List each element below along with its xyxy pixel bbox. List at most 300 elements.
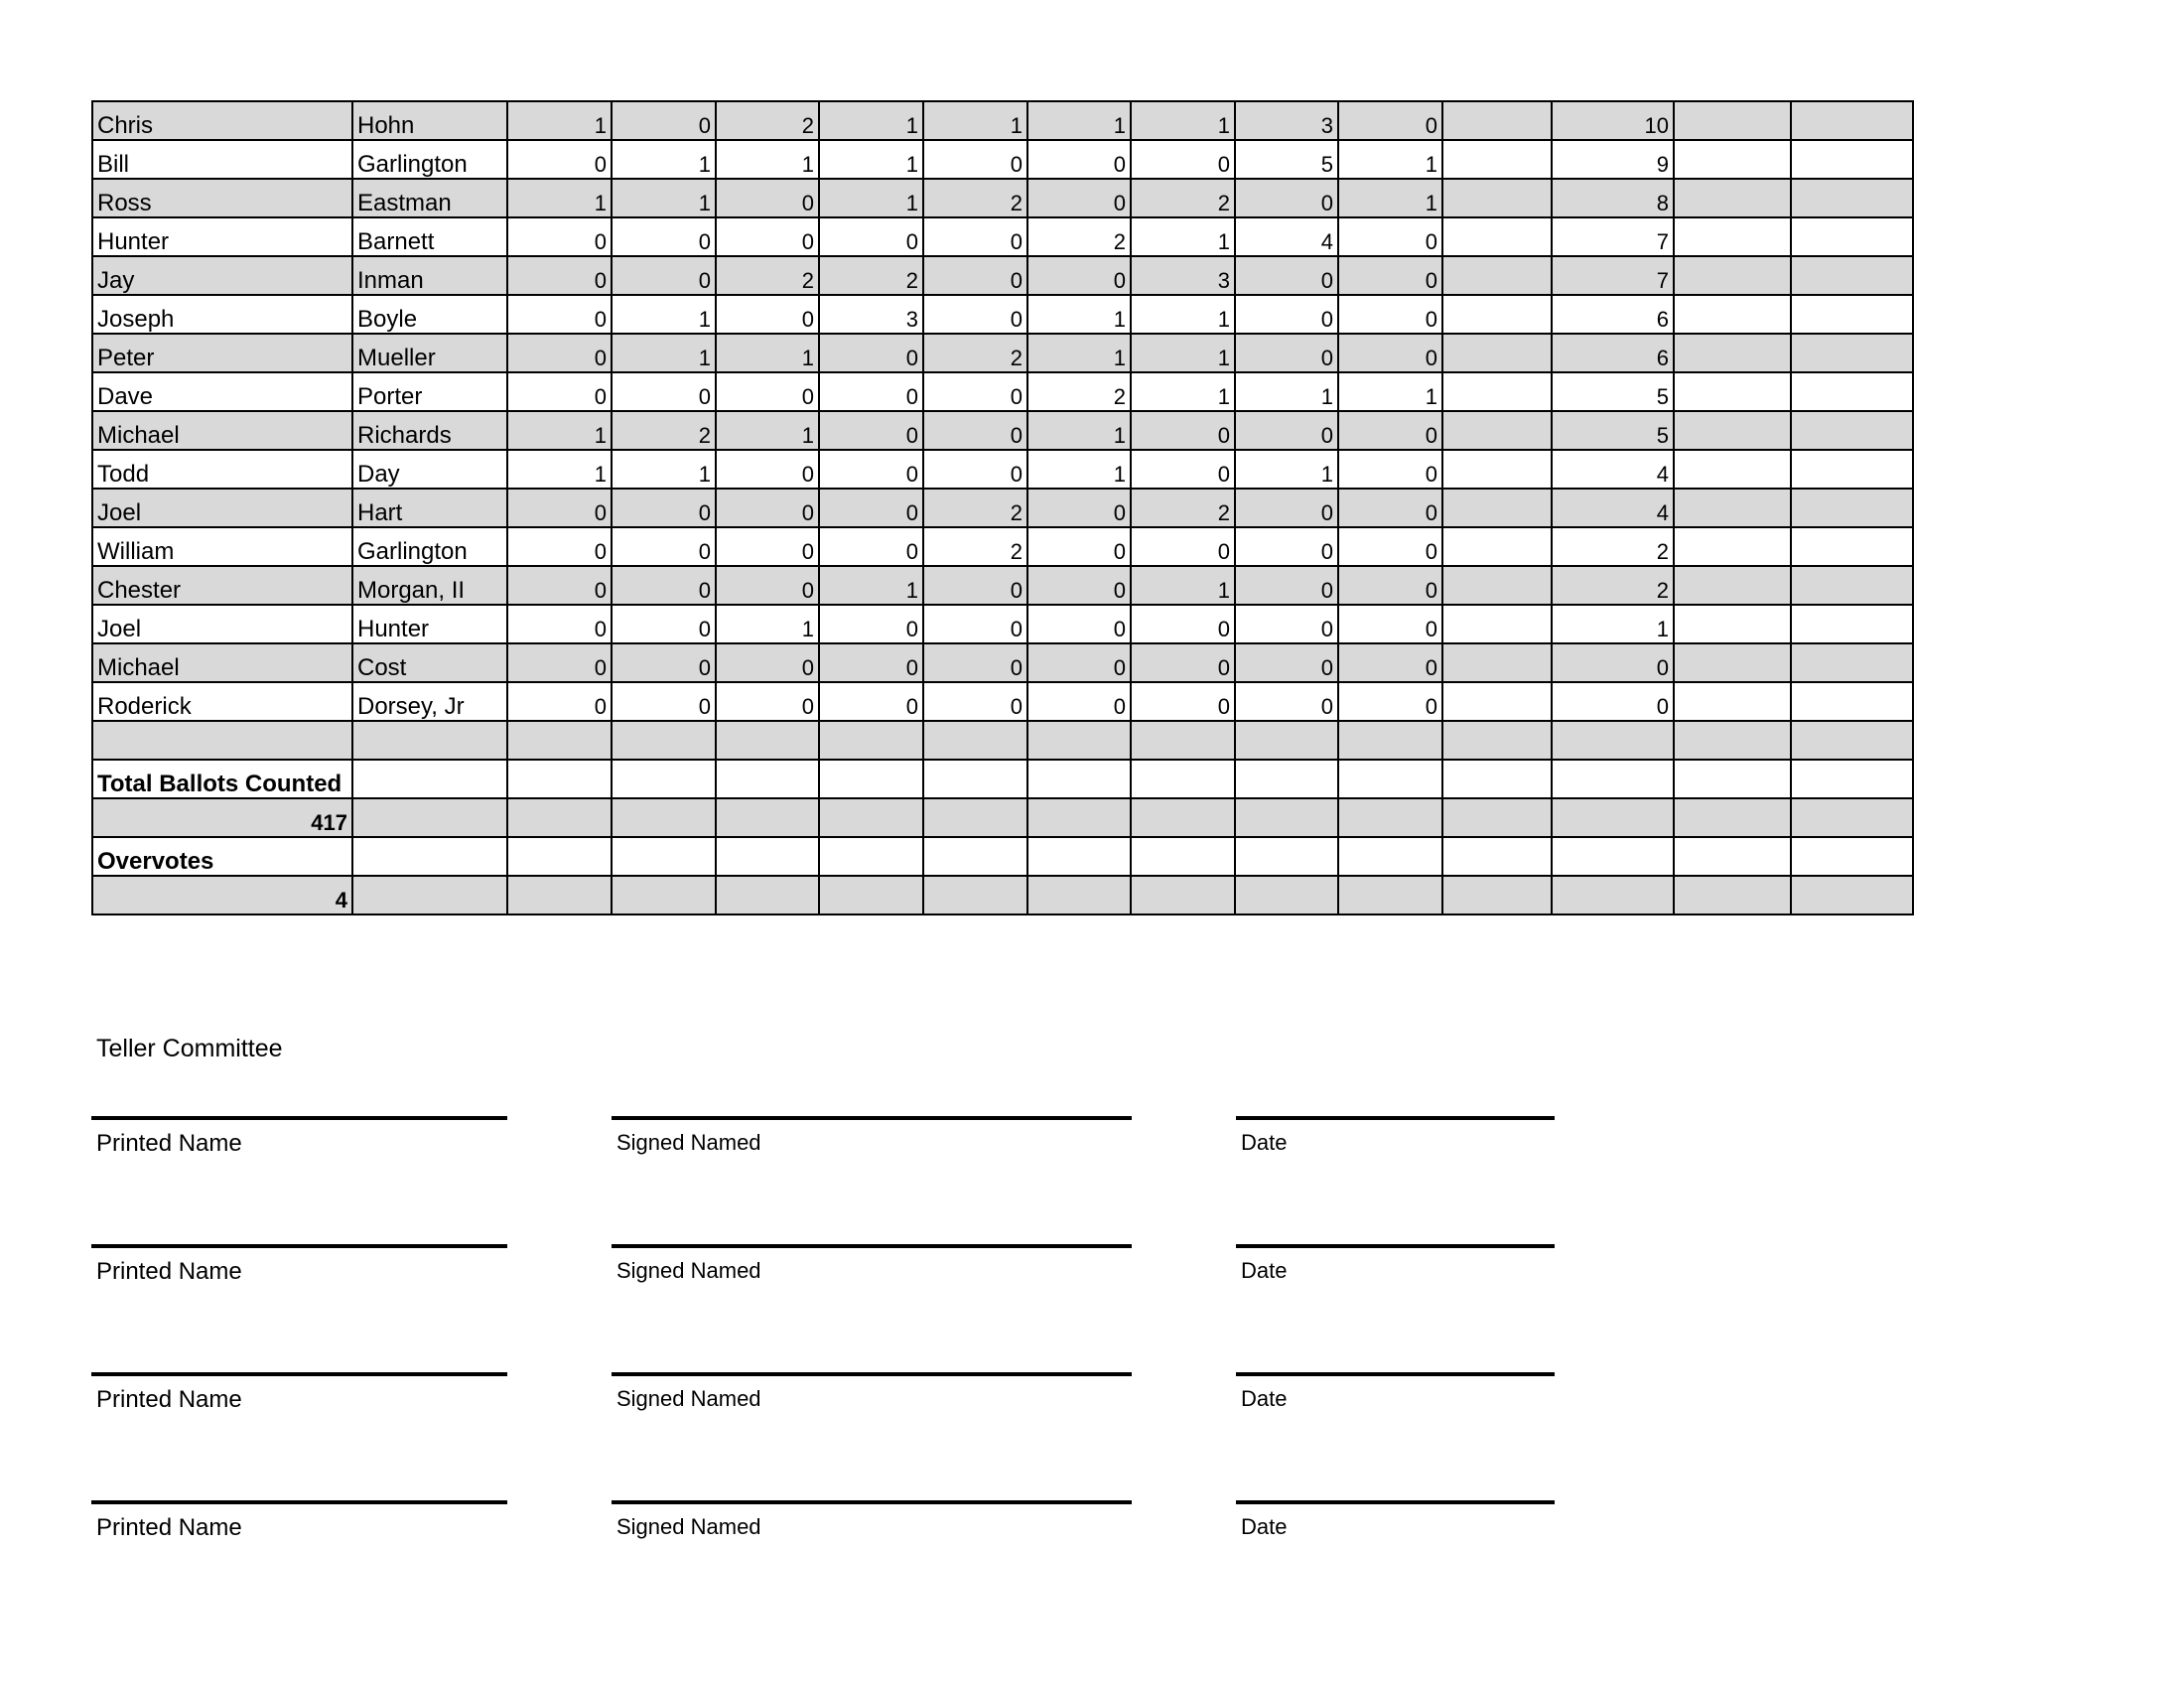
- last-name-cell: Day: [352, 450, 507, 489]
- vote-count-cell: 0: [1027, 140, 1131, 179]
- blank-row: [92, 721, 1913, 760]
- vote-count-cell: 1: [716, 140, 819, 179]
- vote-count-cell: 0: [507, 682, 612, 721]
- vote-count-cell: 1: [612, 450, 716, 489]
- vote-count-cell: 0: [716, 295, 819, 334]
- vote-count-cell: 0: [923, 682, 1027, 721]
- vote-count-cell: 0: [716, 217, 819, 256]
- total-ballots-value-row: [92, 798, 1913, 837]
- last-name-cell: Hart: [352, 489, 507, 527]
- vote-count-cell: 1: [1027, 411, 1131, 450]
- vote-count-cell: 1: [716, 334, 819, 372]
- vote-count-cell: 1: [1338, 372, 1442, 411]
- vote-count-cell: 2: [819, 256, 923, 295]
- first-name-cell: Bill: [92, 140, 352, 179]
- empty-cell: [1442, 605, 1552, 643]
- empty-cell: [1674, 837, 1791, 876]
- last-name-cell: Garlington: [352, 527, 507, 566]
- vote-count-cell: 0: [612, 256, 716, 295]
- empty-cell: [1442, 682, 1552, 721]
- empty-cell: [352, 760, 507, 798]
- vote-count-cell: 0: [1235, 256, 1338, 295]
- vote-count-cell: 0: [612, 643, 716, 682]
- empty-cell: [1552, 760, 1674, 798]
- first-name-cell: Joel: [92, 489, 352, 527]
- empty-cell: [1442, 140, 1552, 179]
- first-name-cell: Joel: [92, 605, 352, 643]
- empty-cell: [1674, 256, 1791, 295]
- empty-cell: [1235, 721, 1338, 760]
- vote-count-cell: 0: [1235, 489, 1338, 527]
- vote-count-cell: 0: [507, 489, 612, 527]
- empty-cell: [352, 876, 507, 914]
- vote-count-cell: 0: [1235, 566, 1338, 605]
- total-votes-cell: 4: [1552, 489, 1674, 527]
- empty-cell: [1674, 334, 1791, 372]
- total-votes-cell: 7: [1552, 256, 1674, 295]
- vote-count-cell: 0: [612, 682, 716, 721]
- candidate-row: [92, 605, 1913, 643]
- total-votes-cell: 1: [1552, 605, 1674, 643]
- signed-name-label: Signed Named: [616, 1258, 761, 1283]
- vote-count-cell: 0: [612, 101, 716, 140]
- last-name-cell: Hohn: [352, 101, 507, 140]
- empty-cell: [1027, 876, 1131, 914]
- total-ballots-label-row: [92, 760, 1913, 798]
- vote-count-cell: 0: [1235, 605, 1338, 643]
- vote-count-cell: 0: [1338, 295, 1442, 334]
- vote-count-cell: 0: [923, 140, 1027, 179]
- vote-count-cell: 1: [1235, 372, 1338, 411]
- empty-cell: [1442, 101, 1552, 140]
- vote-count-cell: 0: [612, 566, 716, 605]
- vote-count-cell: 0: [1338, 217, 1442, 256]
- empty-cell: [612, 798, 716, 837]
- empty-cell: [352, 837, 507, 876]
- vote-count-cell: 0: [923, 372, 1027, 411]
- empty-cell: [1442, 217, 1552, 256]
- candidate-row: [92, 527, 1913, 566]
- vote-count-cell: 1: [1131, 334, 1235, 372]
- empty-cell: [1791, 605, 1913, 643]
- empty-cell: [1552, 721, 1674, 760]
- empty-cell: [1791, 372, 1913, 411]
- empty-cell: [1791, 256, 1913, 295]
- vote-count-cell: 0: [1027, 643, 1131, 682]
- empty-cell: [1791, 721, 1913, 760]
- vote-count-cell: 1: [819, 566, 923, 605]
- printed-name-line: [91, 1244, 507, 1248]
- vote-count-cell: 0: [716, 566, 819, 605]
- empty-cell: [1791, 760, 1913, 798]
- vote-count-cell: 1: [1131, 372, 1235, 411]
- signed-name-line: [612, 1244, 1132, 1248]
- last-name-cell: Morgan, II: [352, 566, 507, 605]
- last-name-cell: Richards: [352, 411, 507, 450]
- vote-count-cell: 2: [923, 527, 1027, 566]
- signed-name-label: Signed Named: [616, 1514, 761, 1539]
- empty-cell: [1027, 721, 1131, 760]
- vote-count-cell: 2: [1027, 372, 1131, 411]
- vote-count-cell: 0: [1131, 411, 1235, 450]
- empty-cell: [1442, 837, 1552, 876]
- empty-cell: [612, 721, 716, 760]
- vote-count-cell: 0: [612, 372, 716, 411]
- empty-cell: [1442, 295, 1552, 334]
- empty-cell: [1552, 876, 1674, 914]
- vote-count-cell: 0: [923, 256, 1027, 295]
- last-name-cell: Porter: [352, 372, 507, 411]
- date-label: Date: [1241, 1386, 1288, 1411]
- vote-count-cell: 0: [1027, 527, 1131, 566]
- last-name-cell: Cost: [352, 643, 507, 682]
- vote-count-cell: 2: [716, 101, 819, 140]
- total-ballots-label: Total Ballots Counted: [92, 760, 352, 798]
- vote-count-cell: 1: [1131, 101, 1235, 140]
- printed-name-line: [91, 1372, 507, 1376]
- vote-count-cell: 1: [1338, 140, 1442, 179]
- vote-count-cell: 1: [507, 411, 612, 450]
- empty-cell: [1442, 372, 1552, 411]
- empty-cell: [923, 721, 1027, 760]
- vote-count-cell: 0: [507, 643, 612, 682]
- vote-count-cell: 0: [819, 489, 923, 527]
- date-label: Date: [1241, 1514, 1288, 1539]
- overvotes-value: 4: [92, 876, 352, 914]
- last-name-cell: Hunter: [352, 605, 507, 643]
- empty-cell: [1791, 489, 1913, 527]
- empty-cell: [1442, 450, 1552, 489]
- date-label: Date: [1241, 1258, 1288, 1283]
- total-votes-cell: 8: [1552, 179, 1674, 217]
- vote-count-cell: 0: [1027, 256, 1131, 295]
- candidate-row: [92, 295, 1913, 334]
- candidate-row: [92, 101, 1913, 140]
- date-label: Date: [1241, 1130, 1288, 1155]
- empty-cell: [1442, 643, 1552, 682]
- first-name-cell: Michael: [92, 411, 352, 450]
- vote-count-cell: 1: [507, 450, 612, 489]
- empty-cell: [1235, 876, 1338, 914]
- empty-cell: [1338, 876, 1442, 914]
- empty-cell: [1235, 760, 1338, 798]
- first-name-cell: Ross: [92, 179, 352, 217]
- vote-count-cell: 0: [1131, 605, 1235, 643]
- empty-cell: [1674, 798, 1791, 837]
- vote-count-cell: 1: [1131, 295, 1235, 334]
- printed-name-label: Printed Name: [96, 1514, 242, 1541]
- vote-count-cell: 0: [1131, 450, 1235, 489]
- empty-cell: [716, 837, 819, 876]
- empty-cell: [507, 721, 612, 760]
- empty-cell: [1791, 876, 1913, 914]
- empty-cell: [819, 798, 923, 837]
- vote-count-cell: 0: [507, 566, 612, 605]
- vote-count-cell: 2: [923, 334, 1027, 372]
- printed-name-line: [91, 1116, 507, 1120]
- empty-cell: [1791, 450, 1913, 489]
- vote-count-cell: 0: [1338, 450, 1442, 489]
- signed-name-line: [612, 1372, 1132, 1376]
- vote-count-cell: 0: [1338, 605, 1442, 643]
- printed-name-label: Printed Name: [96, 1130, 242, 1157]
- vote-count-cell: 5: [1235, 140, 1338, 179]
- empty-cell: [612, 760, 716, 798]
- vote-count-cell: 0: [923, 605, 1027, 643]
- candidate-row: [92, 566, 1913, 605]
- vote-count-cell: 0: [1338, 643, 1442, 682]
- first-name-cell: Roderick: [92, 682, 352, 721]
- vote-count-cell: 0: [716, 489, 819, 527]
- empty-cell: [1338, 837, 1442, 876]
- last-name-cell: Garlington: [352, 140, 507, 179]
- vote-count-cell: 3: [819, 295, 923, 334]
- empty-cell: [1791, 140, 1913, 179]
- first-name-cell: Michael: [92, 643, 352, 682]
- vote-count-cell: 1: [507, 101, 612, 140]
- vote-count-cell: 1: [1027, 450, 1131, 489]
- empty-cell: [1674, 217, 1791, 256]
- empty-cell: [1674, 721, 1791, 760]
- vote-count-cell: 1: [819, 140, 923, 179]
- vote-count-cell: 2: [1131, 489, 1235, 527]
- total-votes-cell: 0: [1552, 643, 1674, 682]
- vote-count-cell: 0: [507, 527, 612, 566]
- empty-cell: [1674, 101, 1791, 140]
- empty-cell: [1674, 876, 1791, 914]
- empty-cell: [716, 798, 819, 837]
- vote-count-cell: 0: [1131, 527, 1235, 566]
- vote-count-cell: 0: [716, 682, 819, 721]
- empty-cell: [1442, 489, 1552, 527]
- empty-cell: [1552, 837, 1674, 876]
- vote-count-cell: 1: [612, 140, 716, 179]
- candidate-row: [92, 643, 1913, 682]
- vote-count-cell: 0: [1235, 643, 1338, 682]
- vote-count-cell: 0: [1235, 682, 1338, 721]
- empty-cell: [612, 837, 716, 876]
- empty-cell: [1791, 101, 1913, 140]
- empty-cell: [1442, 179, 1552, 217]
- vote-count-cell: 0: [716, 372, 819, 411]
- empty-cell: [92, 721, 352, 760]
- empty-cell: [1674, 489, 1791, 527]
- empty-cell: [1674, 411, 1791, 450]
- empty-cell: [716, 760, 819, 798]
- first-name-cell: Peter: [92, 334, 352, 372]
- last-name-cell: Dorsey, Jr: [352, 682, 507, 721]
- empty-cell: [1442, 798, 1552, 837]
- vote-count-cell: 0: [612, 217, 716, 256]
- vote-count-cell: 0: [1338, 527, 1442, 566]
- vote-count-cell: 0: [1338, 411, 1442, 450]
- empty-cell: [716, 876, 819, 914]
- date-line: [1236, 1372, 1555, 1376]
- empty-cell: [1442, 721, 1552, 760]
- empty-cell: [1791, 682, 1913, 721]
- candidate-row: [92, 682, 1913, 721]
- empty-cell: [1027, 798, 1131, 837]
- candidate-row: [92, 179, 1913, 217]
- empty-cell: [352, 798, 507, 837]
- empty-cell: [923, 798, 1027, 837]
- vote-count-cell: 0: [819, 372, 923, 411]
- vote-count-cell: 1: [716, 411, 819, 450]
- vote-count-cell: 0: [819, 411, 923, 450]
- vote-count-cell: 0: [507, 334, 612, 372]
- candidate-row: [92, 334, 1913, 372]
- vote-count-cell: 2: [716, 256, 819, 295]
- empty-cell: [1338, 721, 1442, 760]
- teller-committee-title: Teller Committee: [96, 1035, 283, 1062]
- total-votes-cell: 5: [1552, 372, 1674, 411]
- vote-count-cell: 0: [507, 256, 612, 295]
- empty-cell: [1442, 876, 1552, 914]
- total-votes-cell: 5: [1552, 411, 1674, 450]
- vote-count-cell: 1: [1338, 179, 1442, 217]
- vote-count-cell: 0: [507, 295, 612, 334]
- vote-count-cell: 0: [923, 217, 1027, 256]
- vote-count-cell: 0: [612, 605, 716, 643]
- empty-cell: [1791, 217, 1913, 256]
- empty-cell: [1674, 682, 1791, 721]
- candidate-row: [92, 217, 1913, 256]
- empty-cell: [1674, 566, 1791, 605]
- empty-cell: [507, 798, 612, 837]
- empty-cell: [1442, 527, 1552, 566]
- empty-cell: [1791, 295, 1913, 334]
- empty-cell: [1674, 605, 1791, 643]
- vote-count-cell: 4: [1235, 217, 1338, 256]
- vote-count-cell: 0: [819, 450, 923, 489]
- printed-name-label: Printed Name: [96, 1386, 242, 1413]
- vote-count-cell: 0: [1027, 489, 1131, 527]
- total-votes-cell: 6: [1552, 295, 1674, 334]
- vote-count-cell: 0: [1235, 295, 1338, 334]
- vote-count-cell: 1: [923, 101, 1027, 140]
- empty-cell: [1131, 837, 1235, 876]
- overvotes-label: Overvotes: [92, 837, 352, 876]
- vote-count-cell: 0: [716, 450, 819, 489]
- empty-cell: [1338, 760, 1442, 798]
- vote-count-cell: 0: [1235, 411, 1338, 450]
- vote-count-cell: 0: [507, 372, 612, 411]
- last-name-cell: Barnett: [352, 217, 507, 256]
- empty-cell: [716, 721, 819, 760]
- vote-count-cell: 3: [1235, 101, 1338, 140]
- candidate-row: [92, 256, 1913, 295]
- vote-count-cell: 3: [1131, 256, 1235, 295]
- vote-count-cell: 0: [819, 334, 923, 372]
- candidate-row: [92, 372, 1913, 411]
- first-name-cell: Chester: [92, 566, 352, 605]
- first-name-cell: Hunter: [92, 217, 352, 256]
- empty-cell: [923, 876, 1027, 914]
- empty-cell: [1552, 798, 1674, 837]
- empty-cell: [352, 721, 507, 760]
- empty-cell: [923, 760, 1027, 798]
- vote-count-cell: 1: [819, 179, 923, 217]
- first-name-cell: Chris: [92, 101, 352, 140]
- empty-cell: [1791, 179, 1913, 217]
- last-name-cell: Eastman: [352, 179, 507, 217]
- vote-count-cell: 0: [923, 566, 1027, 605]
- vote-count-cell: 0: [1131, 682, 1235, 721]
- last-name-cell: Boyle: [352, 295, 507, 334]
- vote-count-cell: 1: [507, 179, 612, 217]
- vote-count-cell: 0: [819, 217, 923, 256]
- vote-count-cell: 0: [1131, 140, 1235, 179]
- empty-cell: [819, 760, 923, 798]
- vote-count-cell: 2: [923, 489, 1027, 527]
- vote-count-cell: 0: [923, 450, 1027, 489]
- empty-cell: [1442, 334, 1552, 372]
- date-line: [1236, 1116, 1555, 1120]
- overvotes-label-row: [92, 837, 1913, 876]
- vote-count-cell: 0: [612, 489, 716, 527]
- vote-count-cell: 0: [507, 605, 612, 643]
- empty-cell: [1131, 798, 1235, 837]
- total-votes-cell: 0: [1552, 682, 1674, 721]
- date-line: [1236, 1244, 1555, 1248]
- vote-count-cell: 0: [819, 527, 923, 566]
- empty-cell: [1674, 295, 1791, 334]
- total-votes-cell: 2: [1552, 566, 1674, 605]
- vote-count-cell: 1: [1027, 334, 1131, 372]
- empty-cell: [1338, 798, 1442, 837]
- empty-cell: [1791, 566, 1913, 605]
- vote-count-cell: 2: [612, 411, 716, 450]
- empty-cell: [1674, 140, 1791, 179]
- vote-count-cell: 0: [1338, 489, 1442, 527]
- empty-cell: [1674, 527, 1791, 566]
- empty-cell: [1791, 334, 1913, 372]
- empty-cell: [507, 760, 612, 798]
- vote-count-cell: 2: [923, 179, 1027, 217]
- vote-count-cell: 0: [1235, 179, 1338, 217]
- empty-cell: [1674, 643, 1791, 682]
- candidate-row: [92, 140, 1913, 179]
- signed-name-label: Signed Named: [616, 1386, 761, 1411]
- empty-cell: [1791, 643, 1913, 682]
- total-votes-cell: 9: [1552, 140, 1674, 179]
- vote-count-cell: 0: [923, 411, 1027, 450]
- vote-count-cell: 0: [1131, 643, 1235, 682]
- vote-count-cell: 0: [1027, 566, 1131, 605]
- vote-count-cell: 0: [923, 643, 1027, 682]
- empty-cell: [1131, 721, 1235, 760]
- first-name-cell: Jay: [92, 256, 352, 295]
- vote-tally-table: [91, 100, 1914, 915]
- total-votes-cell: 4: [1552, 450, 1674, 489]
- vote-count-cell: 0: [1027, 682, 1131, 721]
- empty-cell: [1442, 411, 1552, 450]
- candidate-row: [92, 450, 1913, 489]
- vote-count-cell: 0: [716, 643, 819, 682]
- empty-cell: [1131, 876, 1235, 914]
- total-ballots-value: 417: [92, 798, 352, 837]
- vote-count-cell: 0: [1338, 256, 1442, 295]
- first-name-cell: Todd: [92, 450, 352, 489]
- empty-cell: [1674, 372, 1791, 411]
- empty-cell: [819, 721, 923, 760]
- vote-count-cell: 1: [1027, 295, 1131, 334]
- vote-count-cell: 0: [1338, 101, 1442, 140]
- vote-count-cell: 0: [716, 527, 819, 566]
- candidate-row: [92, 411, 1913, 450]
- empty-cell: [1442, 566, 1552, 605]
- empty-cell: [1674, 179, 1791, 217]
